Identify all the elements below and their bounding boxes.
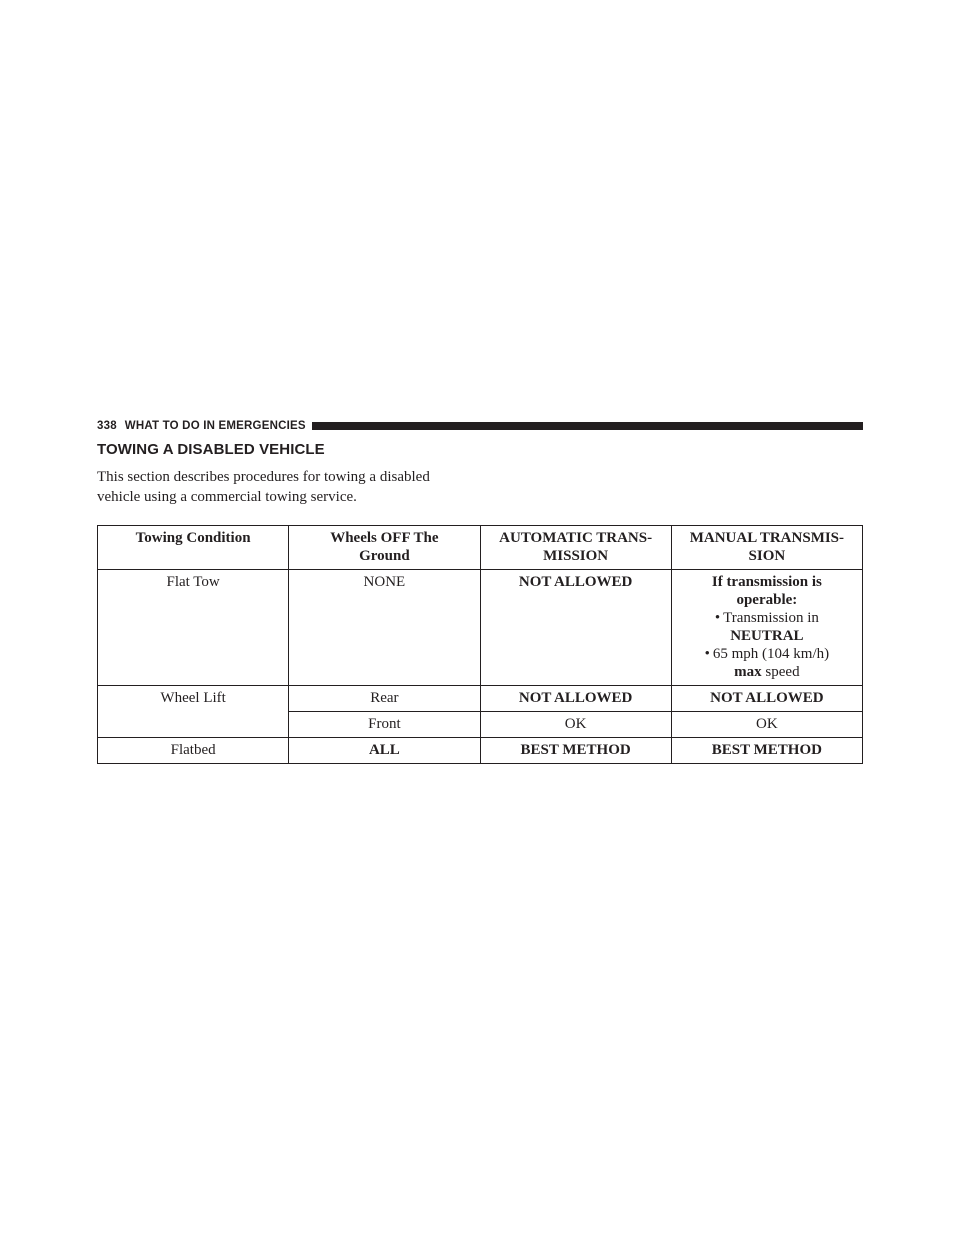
header-wheels-off-ground (289, 526, 480, 570)
cell-wheel-lift-front-manual: OK (671, 712, 862, 738)
manual-condition-heading (680, 573, 854, 609)
header-manual-transmission (671, 526, 862, 570)
table-row-wheel-lift-rear (98, 686, 863, 712)
cell-wheel-lift-front-wheels: Front (289, 712, 480, 738)
header-wheels-line-2: Ground (359, 548, 410, 564)
header-manual-line-1: MANUAL TRANSMIS- (689, 530, 845, 546)
manual-bullet-neutral (680, 609, 854, 645)
cell-flatbed-condition: Flatbed (98, 738, 289, 764)
intro-line-1: This section describes procedures for towing a disabled (97, 469, 430, 485)
cell-wheel-lift-rear-automatic: NOT ALLOWED (480, 686, 671, 712)
manual-heading-line-1: If transmission is (711, 574, 822, 590)
cell-wheel-lift-rear-manual: NOT ALLOWED (671, 686, 862, 712)
bullet-icon: • (704, 646, 710, 662)
bullet-neutral-line-2: NEUTRAL (730, 628, 804, 644)
cell-flat-tow-wheels: NONE (289, 570, 480, 686)
intro-paragraph (97, 467, 487, 507)
table-row-flat-tow (98, 570, 863, 686)
page-header (97, 418, 863, 434)
manual-bullet-speed (680, 645, 854, 681)
cell-flatbed-automatic: BEST METHOD (480, 738, 671, 764)
cell-flat-tow-condition: Flat Tow (98, 570, 289, 686)
cell-wheel-lift-condition: Wheel Lift (98, 686, 289, 738)
cell-flatbed-manual: BEST METHOD (671, 738, 862, 764)
cell-wheel-lift-front-automatic: OK (480, 712, 671, 738)
page-number: 338 (97, 420, 117, 432)
header-automatic-line-2: MISSION (543, 548, 609, 564)
towing-table (97, 525, 863, 764)
header-rule (312, 422, 863, 430)
header-automatic-transmission (480, 526, 671, 570)
bullet-neutral-line-1: Transmission in (723, 610, 819, 626)
table-header-row (98, 526, 863, 570)
table-row-flatbed (98, 738, 863, 764)
cell-flatbed-wheels: ALL (289, 738, 480, 764)
header-automatic-line-1: AUTOMATIC TRANS- (499, 530, 653, 546)
bullet-icon: • (714, 610, 721, 626)
cell-flat-tow-automatic: NOT ALLOWED (480, 570, 671, 686)
cell-flat-tow-manual (671, 570, 862, 686)
intro-line-2: vehicle using a commercial towing service. (97, 489, 357, 505)
bullet-speed-word: speed (765, 664, 800, 680)
manual-heading-line-2: operable: (736, 592, 798, 608)
bullet-speed-line-1: 65 mph (104 km/h) (712, 646, 830, 662)
bullet-speed-max: max (734, 664, 762, 680)
header-manual-line-2: SION (748, 548, 786, 564)
header-towing-condition-text: Towing Condition (135, 530, 251, 546)
header-towing-condition (98, 526, 289, 570)
cell-wheel-lift-rear-wheels: Rear (289, 686, 480, 712)
running-section-title: WHAT TO DO IN EMERGENCIES (124, 420, 306, 432)
header-wheels-line-1: Wheels OFF The (330, 530, 439, 546)
section-title: TOWING A DISABLED VEHICLE (97, 441, 325, 458)
